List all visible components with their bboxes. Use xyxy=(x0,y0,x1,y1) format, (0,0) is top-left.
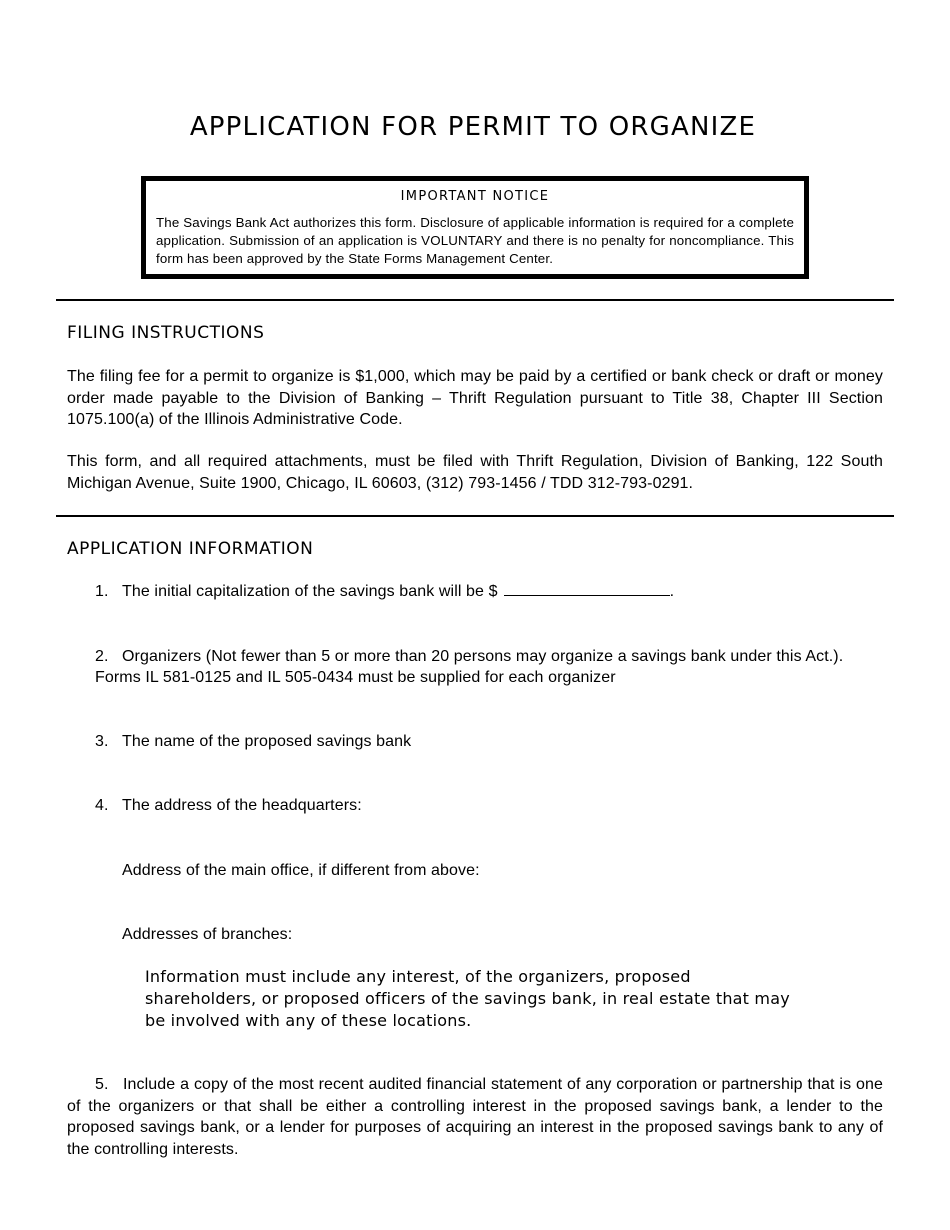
notice-text: The Savings Bank Act authorizes this form. Disclosure of applicable information is required for a complete application. Submission of an application is VOLUNTARY and there is no penalty for noncompliance. This form has been approved by the State Forms Management Center. xyxy=(156,215,794,266)
item-suffix: . xyxy=(669,583,675,600)
item-text: The name of the proposed savings bank xyxy=(122,733,412,750)
item-text: Organizers (Not fewer than 5 or more than 20 persons may organize a savings bank under this Act.). xyxy=(122,648,844,665)
important-notice-box xyxy=(141,176,809,279)
filing-address-paragraph: This form, and all required attachments, must be filed with Thrift Regulation, Division of Banking, 122 South Michigan Avenue, Suite 1900, Chicago, IL 60603, (312) 793-1456 / TDD 312-793-0291. xyxy=(67,453,883,492)
item-number: 4. xyxy=(95,797,109,814)
capitalization-amount-field[interactable] xyxy=(504,581,670,596)
application-information-heading: APPLICATION INFORMATION xyxy=(67,539,314,559)
item-number: 3. xyxy=(95,733,109,750)
section-divider-top xyxy=(56,299,894,301)
item-organizers-forms: Forms IL 581-0125 and IL 505-0434 must be supplied for each organizer xyxy=(95,669,616,686)
filing-fee-paragraph: The filing fee for a permit to organize is $1,000, which may be paid by a certified or bank check or draft or money order made payable to the Division of Banking – Thrift Regulation pursuant to Title 38, Chapter III Section 1075.100(a) of the Illinois Administrative Code. xyxy=(67,368,883,428)
item-text: The initial capitalization of the savings bank will be $ xyxy=(122,583,498,600)
item-organizers xyxy=(95,646,885,668)
notice-heading: IMPORTANT NOTICE xyxy=(400,189,550,204)
item-text: Include a copy of the most recent audited financial statement of any corporation or partnership that is one of the organizers or that shall be either a controlling interest in the proposed savings bank, a lender to the proposed savings bank, or a lender for purposes of acquiring an interest in the proposed savings bank to any of the controlling interests. xyxy=(67,1076,883,1158)
item-financial-statement xyxy=(67,1074,883,1160)
item-number: 1. xyxy=(95,583,109,600)
item-headquarters-address xyxy=(95,795,362,817)
item-number: 5. xyxy=(95,1076,109,1093)
item-number: 2. xyxy=(95,648,109,665)
item-bank-name xyxy=(95,731,411,753)
branches-label: Addresses of branches: xyxy=(122,926,293,943)
page-title: APPLICATION FOR PERMIT TO ORGANIZE xyxy=(189,112,757,142)
item-capitalization xyxy=(95,581,674,603)
section-divider-middle xyxy=(56,515,894,517)
item-text: The address of the headquarters: xyxy=(122,797,362,814)
filing-instructions-heading: FILING INSTRUCTIONS xyxy=(67,323,265,343)
branches-note: Information must include any interest, of the organizers, proposed shareholders, or proposed officers of the savings bank, in real estate that may be involved with any of these locations. xyxy=(145,967,790,1030)
main-office-label: Address of the main office, if different from above: xyxy=(122,862,480,879)
